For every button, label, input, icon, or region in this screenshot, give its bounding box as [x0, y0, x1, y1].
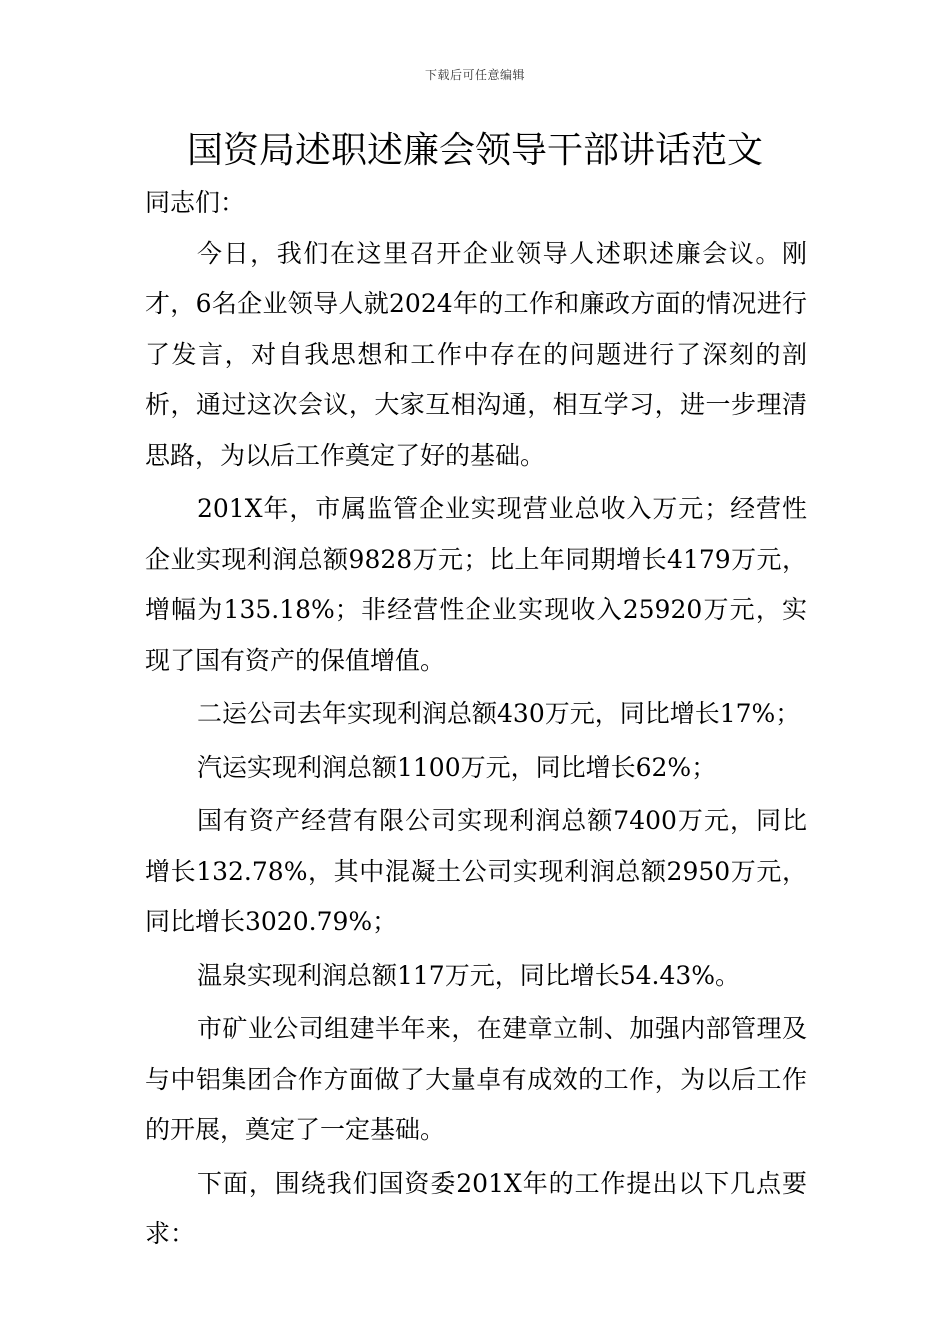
paragraph-qiyun: 汽运实现利润总额1100万元，同比增长62%； — [197, 752, 717, 782]
paragraph-hot-spring: 温泉实现利润总额117万元，同比增长54.43%。 — [197, 960, 741, 990]
document-body — [145, 178, 807, 1260]
header-note: 下载后可任意编辑 — [424, 68, 525, 82]
document-title: 国资局述职述廉会领导干部讲话范文 — [186, 130, 763, 171]
paragraph-eryun-company: 二运公司去年实现利润总额430万元，同比增长17%； — [197, 699, 801, 728]
paragraph-requirements-intro: 下面，围绕我们国资委201X年的工作提出以下几点要求： — [145, 1168, 807, 1248]
salutation: 同志们： — [145, 188, 246, 217]
paragraph-state-asset-company: 国有资产经营有限公司实现利润总额7400万元，同比增长132.78%，其中混凝土公司实现利润总额2950万元，同比增长3020.79%； — [145, 806, 807, 936]
paragraph-meeting-intro: 今日，我们在这里召开企业领导人述职述廉会议。刚才，6名企业领导人就2024年的工作和廉政方面的情况进行了发言，对自我思想和工作中存在的问题进行了深刻的剖析，通过这次会议，大家互相沟通，相互学习，进一步理清思路，为以后工作奠定了好的基础。 — [145, 238, 807, 470]
paragraph-annual-results: 201X年，市属监管企业实现营业总收入万元；经营性企业实现利润总额9828万元；比上年同期增长4179万元，增幅为135.18%；非经营性企业实现收入25920万元，实现了国有资产的保值增值。 — [145, 494, 807, 675]
paragraph-mining-company: 市矿业公司组建半年来，在建章立制、加强内部管理及与中铝集团合作方面做了大量卓有成效的工作，为以后工作的开展，奠定了一定基础。 — [145, 1014, 807, 1144]
